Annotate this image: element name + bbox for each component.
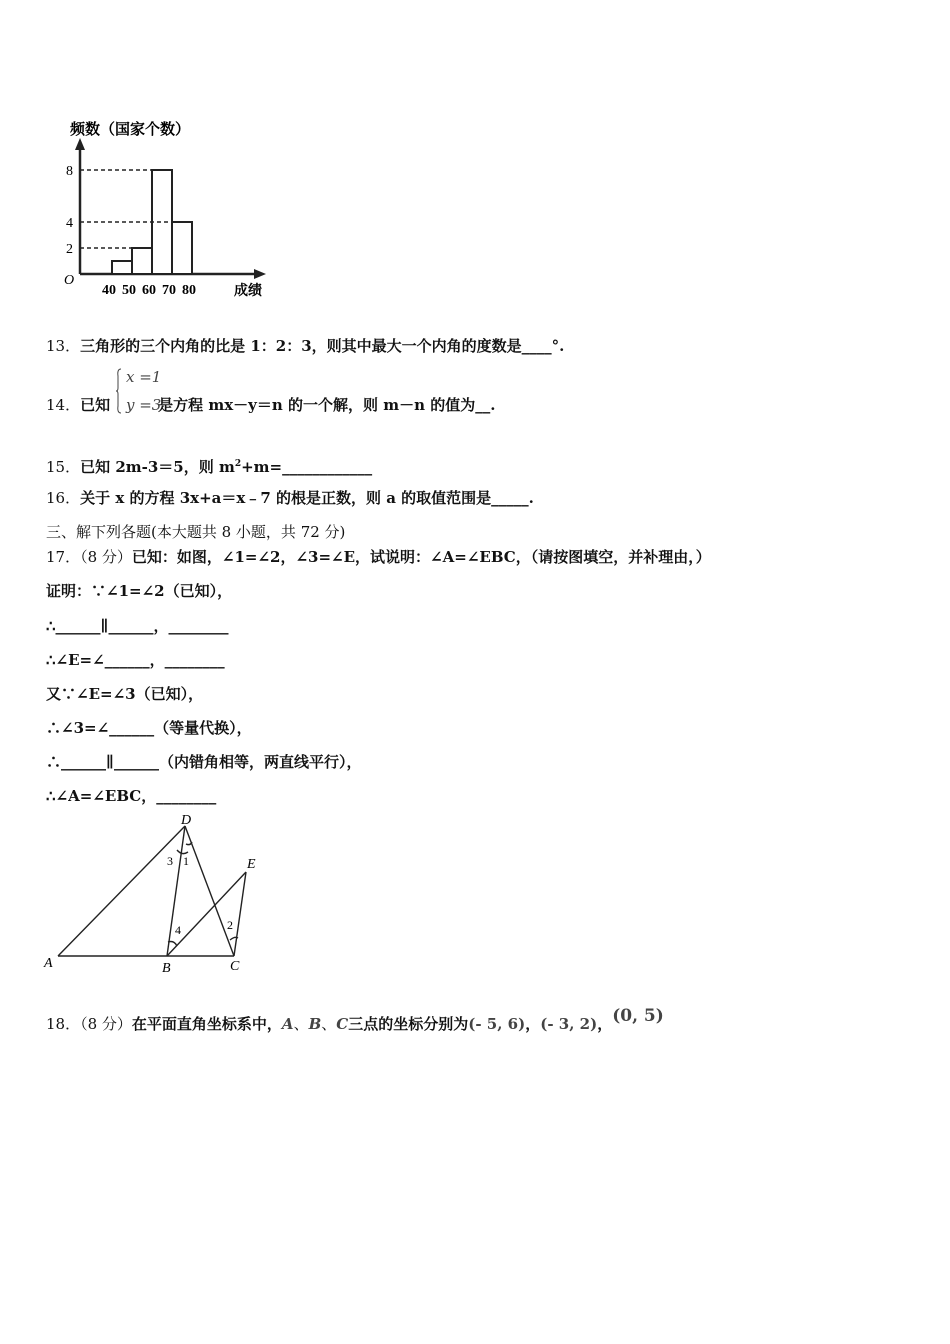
histogram-chart — [44, 112, 284, 312]
point-b: B — [308, 1015, 322, 1033]
angle-label-1: 1 — [183, 854, 189, 868]
question-15: 15．已知 2m-3＝5，则 $m^2+m=\_\_\_\_\_\_\_\_\_\_\_\_$ — [46, 458, 373, 476]
question-14: 14．已知 是方程 mx－y＝n 的一个解，则 m－n 的值为__. — [46, 396, 496, 414]
x-tick-label: 70 — [162, 283, 176, 298]
segment-dc — [185, 826, 234, 956]
question-13: 13．三角形的三个内角的比是 1：2：3，则其中最大一个内角的度数是____°. — [46, 337, 565, 355]
proof-line: ∴∠E=∠______，________ — [46, 651, 225, 669]
question-18: 18．（8 分）在平面直角坐标系中，A、B、C三点的坐标分别为(- 5, 6)，(- 3, 2)，(0, 5) — [46, 1006, 664, 1033]
angle-label-3: 3 — [167, 854, 173, 868]
angle-label-2: 2 — [227, 918, 233, 932]
angle-arc-1 — [186, 842, 192, 845]
geometry-figure — [40, 810, 280, 980]
system-eq-1: x =1 — [126, 368, 162, 386]
label-d: D — [181, 813, 192, 828]
proof-line: ∴______∥______，________ — [46, 617, 229, 635]
x-tick-label: 40 — [102, 283, 116, 298]
x-tick-label: 80 — [182, 283, 196, 298]
label-a: A — [44, 956, 53, 971]
segment-ad — [58, 826, 185, 956]
coord-a: (- 5, 6) — [468, 1015, 526, 1033]
label-b: B — [162, 961, 171, 976]
x-axis-arrow — [254, 269, 266, 279]
coord-c: (0, 5) — [612, 1006, 664, 1026]
point-c: C — [336, 1015, 349, 1033]
x-tick-label: 60 — [142, 283, 156, 298]
chart-xlabel: 成绩 — [234, 284, 262, 299]
system-eq-2: y =3 — [126, 396, 162, 414]
x-tick-label: 50 — [122, 283, 136, 298]
proof-line: ∴______∥______（内错角相等，两直线平行）， — [46, 753, 362, 771]
proof-line: ∴∠3=∠______（等量代换）， — [46, 719, 252, 737]
origin-label: O — [64, 273, 75, 288]
question-17: 17．（8 分）已知：如图，∠1=∠2，∠3=∠E，试说明：∠A=∠EBC，（请按图填空，并补理由，） — [46, 548, 711, 566]
histogram-bar — [112, 261, 132, 274]
histogram-bar — [152, 170, 172, 274]
proof-line: ∴∠A=∠EBC，________ — [46, 787, 217, 805]
histogram-bar — [172, 222, 192, 274]
proof-line: 又∵∠E=∠3（已知）， — [46, 685, 204, 703]
y-tick-label: 2 — [66, 242, 73, 257]
angle-label-4: 4 — [175, 923, 181, 937]
coord-b: (- 3, 2) — [540, 1015, 598, 1033]
label-c: C — [230, 959, 240, 974]
y-axis-arrow — [75, 138, 85, 150]
y-tick-label: 8 — [66, 164, 73, 179]
proof-line: 证明：∵∠1=∠2（已知）， — [46, 582, 233, 600]
y-tick-label: 4 — [66, 216, 73, 231]
histogram-bar — [132, 248, 152, 274]
section-3-heading: 三、解下列各题(本大题共 8 小题，共 72 分) — [46, 523, 346, 541]
point-a: A — [281, 1015, 294, 1033]
label-e: E — [247, 857, 256, 872]
chart-ylabel: 频数（国家个数） — [70, 122, 191, 138]
question-16: 16．关于 x 的方程 3x+a＝x﹣7 的根是正数，则 a 的取值范围是_____. — [46, 489, 534, 507]
segment-ec — [234, 872, 246, 956]
